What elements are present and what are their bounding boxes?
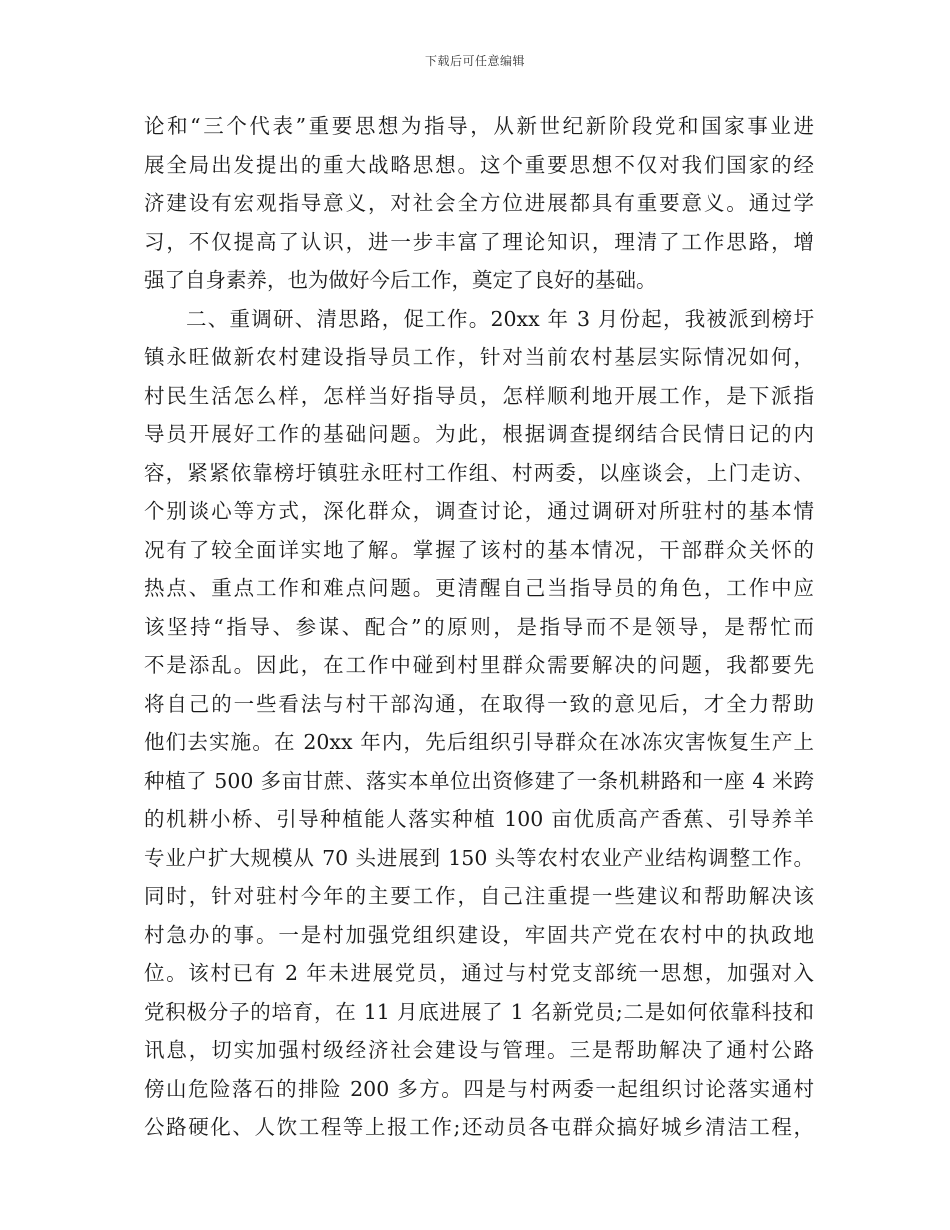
text-line: 热点、重点工作和难点问题。更清醒自己当指导员的角色，工作中应	[144, 576, 814, 600]
text-line: 济建设有宏观指导意义，对社会全方位进展都具有重要意义。通过学	[144, 191, 814, 215]
text-line: 况有了较全面详实地了解。掌握了该村的基本情况，干部群众关怀的	[144, 537, 814, 562]
text-line: 容，紧紧依靠榜圩镇驻永旺村工作组、村两委，以座谈会，上门走访、	[144, 460, 814, 485]
text-line: 镇永旺做新农村建设指导员工作，针对当前农村基层实际情况如何，	[144, 345, 814, 369]
text-line: 展全局出发提出的重大战略思想。这个重要思想不仅对我们国家的经	[144, 152, 814, 177]
paragraph-2	[144, 300, 814, 1147]
text-line: 他们去实施。在 20xx 年内，先后组织引导群众在冰冻灾害恢复生产上	[144, 730, 814, 754]
text-line: 的机耕小桥、引导种植能人落实种植 100 亩优质高产香蕉、引导养羊	[144, 807, 814, 831]
text-line: 傍山危险落石的排险 200 多方。四是与村两委一起组织讨论落实通村	[144, 1076, 814, 1101]
text-line: 习，不仅提高了认识，进一步丰富了理论知识，理清了工作思路，增	[144, 229, 814, 254]
text-line: 同时，针对驻村今年的主要工作，自己注重提一些建议和帮助解决该	[144, 884, 814, 908]
text-line: 将自己的一些看法与村干部沟通，在取得一致的意见后，才全力帮助	[144, 691, 814, 716]
text-line: 论和“三个代表”重要思想为指导，从新世纪新阶段党和国家事业进	[144, 114, 814, 138]
paragraph-1	[144, 107, 814, 300]
text-line: 二、重调研、清思路，促工作。20xx 年 3 月份起，我被派到榜圩	[186, 306, 814, 331]
text-line: 村民生活怎么样，怎样当好指导员，怎样顺利地开展工作，是下派指	[144, 383, 814, 408]
text-line: 公路硬化、人饮工程等上报工作;还动员各屯群众搞好城乡清洁工程，	[144, 1115, 814, 1139]
page-header: 下载后可任意编辑	[424, 54, 525, 68]
text-line: 该坚持“指导、参谋、配合”的原则，是指导而不是领导，是帮忙而	[144, 614, 814, 639]
text-line: 种植了 500 多亩甘蔗、落实本单位出资修建了一条机耕路和一座 4 米跨	[144, 768, 814, 793]
text-line: 导员开展好工作的基础问题。为此，根据调查提纲结合民情日记的内	[144, 422, 814, 446]
text-line: 专业户扩大规模从 70 头进展到 150 头等农村农业产业结构调整工作。	[144, 845, 814, 870]
text-line: 强了自身素养，也为做好今后工作，奠定了良好的基础。	[144, 268, 657, 292]
document-body	[144, 107, 814, 1147]
text-line: 位。该村已有 2 年未进展党员，通过与村党支部统一思想，加强对入	[144, 961, 814, 985]
text-line: 党积极分子的培育，在 11 月底进展了 1 名新党员;二是如何依靠科技和	[144, 999, 814, 1024]
text-line: 村急办的事。一是村加强党组织建设，牢固共产党在农村中的执政地	[144, 922, 814, 947]
text-line: 讯息，切实加强村级经济社会建设与管理。三是帮助解决了通村公路	[144, 1038, 814, 1062]
text-line: 个别谈心等方式，深化群众，调查讨论，通过调研对所驻村的基本情	[144, 499, 814, 523]
text-line: 不是添乱。因此，在工作中碰到村里群众需要解决的问题，我都要先	[144, 653, 814, 677]
